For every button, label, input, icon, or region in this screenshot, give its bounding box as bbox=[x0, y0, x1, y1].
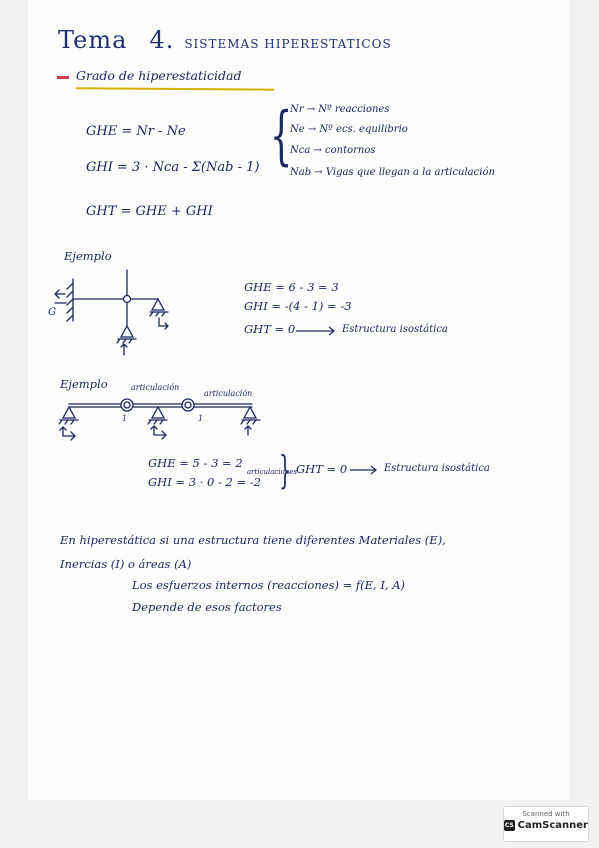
legend-item: Nca → contornos bbox=[290, 145, 376, 156]
example2-label: Ejemplo bbox=[60, 377, 108, 391]
example1-result: Estructura isostática bbox=[342, 324, 448, 335]
example2-brace: } bbox=[279, 448, 292, 492]
formula-ght: GHT = GHE + GHI bbox=[86, 204, 213, 219]
title-word: Tema bbox=[58, 26, 128, 54]
legend-item: Nr → Nº reacciones bbox=[290, 104, 390, 115]
example2-ghi-note: articulaciones bbox=[247, 468, 298, 476]
legend-item: Ne → Nº ecs. equilibrio bbox=[290, 124, 408, 135]
example2-ghi: GHI = 3 · 0 - 2 = -2 bbox=[148, 475, 261, 489]
example1-support-letter: G bbox=[48, 307, 56, 318]
section-title: Grado de hiperestaticidad bbox=[76, 68, 242, 83]
example2-ght: GHT = 0 bbox=[296, 462, 348, 476]
camscanner-icon: CS bbox=[504, 822, 514, 829]
bar-label: 1 bbox=[198, 414, 204, 423]
example2-result: Estructura isostática bbox=[384, 463, 490, 474]
note-line: En hiperestática si una estructura tiene diferentes Materiales (E), bbox=[60, 533, 446, 547]
title-number: 4. bbox=[149, 26, 175, 54]
example1-ghe: GHE = 6 - 3 = 3 bbox=[244, 280, 339, 294]
example1-label: Ejemplo bbox=[64, 249, 112, 263]
note-line: Depende de esos factores bbox=[132, 600, 282, 614]
example1-ghi: GHI = -(4 - 1) = -3 bbox=[244, 299, 352, 313]
title-subtitle: SISTEMAS HIPERESTATICOS bbox=[184, 37, 392, 51]
badge-line2: CamScanner bbox=[517, 820, 588, 831]
bar-label: 1 bbox=[122, 414, 128, 423]
note-line: Inercias (I) o áreas (A) bbox=[60, 557, 192, 571]
badge-line1: Scanned with bbox=[522, 810, 570, 818]
legend-item: Nab → Vigas que llegan a la articulación bbox=[290, 167, 495, 178]
legend-brace: { bbox=[270, 99, 293, 173]
example2-ghe: GHE = 5 - 3 = 2 bbox=[148, 456, 243, 470]
note-line: Los esfuerzos internos (reacciones) = f(E, I, A) bbox=[132, 578, 405, 592]
example1-ght: GHT = 0 bbox=[244, 322, 296, 336]
example2-hinge2-label: articulación bbox=[204, 389, 253, 398]
camscanner-badge bbox=[503, 806, 589, 842]
formula-ghe: GHE = Nr - Ne bbox=[86, 124, 186, 139]
formula-ghi: GHI = 3 · Nca - Σ(Nab - 1) bbox=[86, 160, 260, 175]
example2-hinge1-label: articulación bbox=[131, 383, 180, 392]
